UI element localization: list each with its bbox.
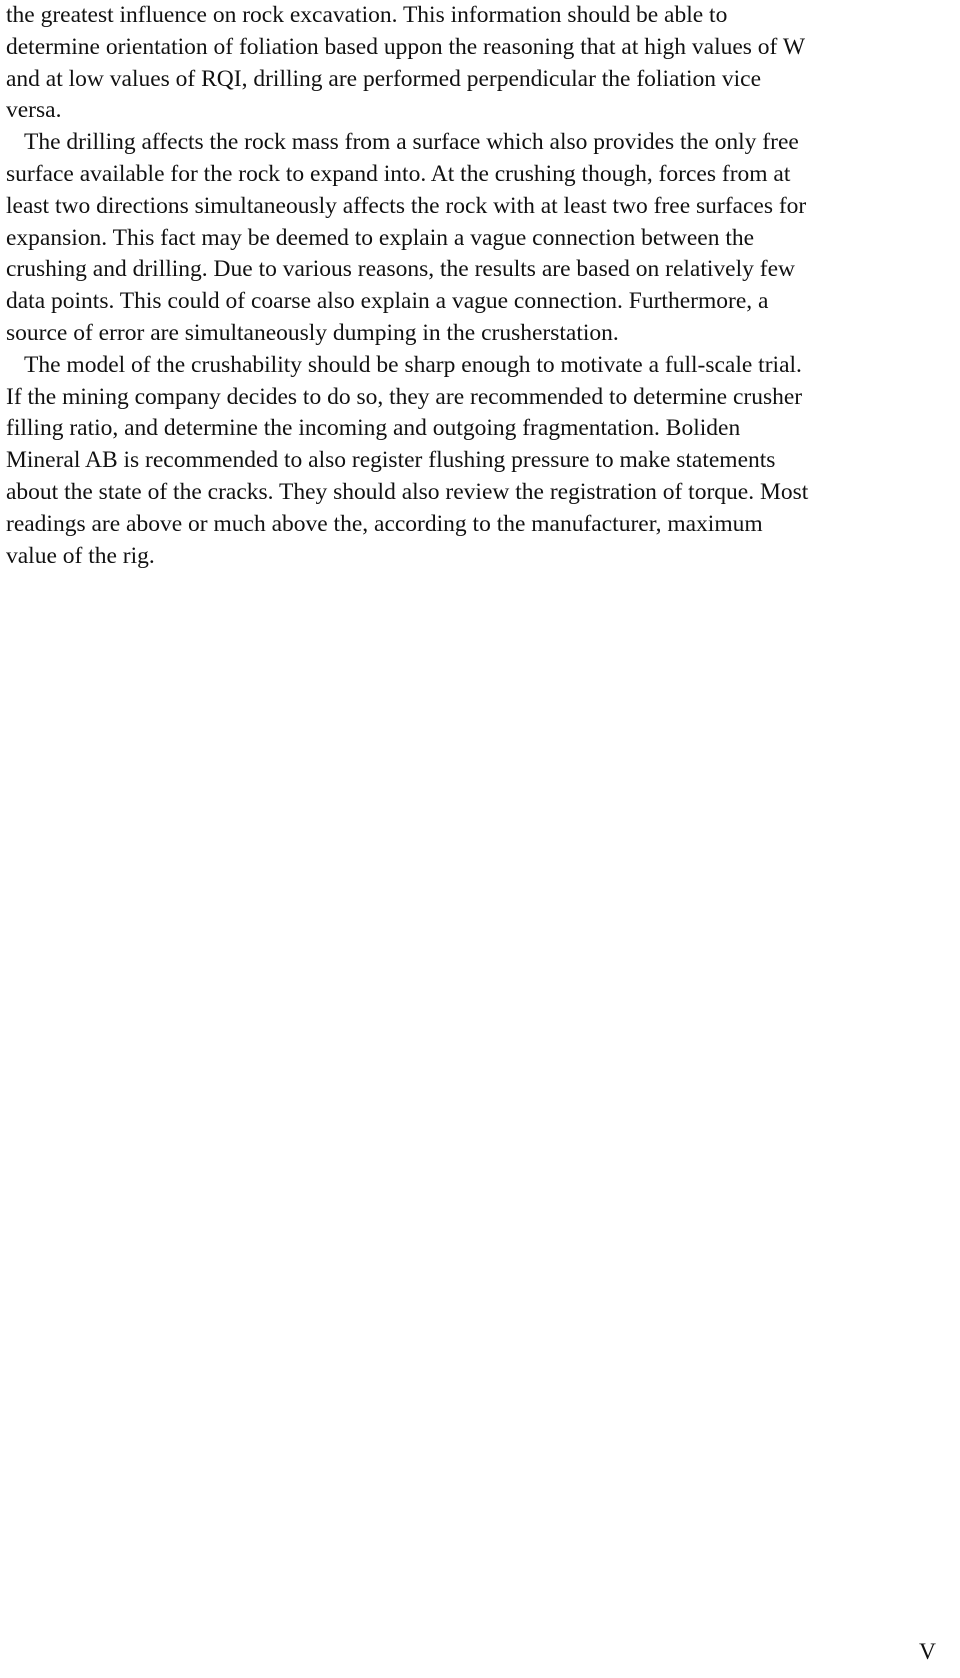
text-line: crushing and drilling. Due to various reasons, the results are based on relatively few — [6, 256, 795, 283]
text-line: The model of the crushability should be sharp enough to motivate a full-scale trial. — [24, 351, 802, 378]
text-line: and at low values of RQI, drilling are performed perpendicular the foliation vice — [6, 65, 761, 92]
text-line: readings are above or much above the, according to the manufacturer, maximum — [6, 510, 763, 537]
text-line: determine orientation of foliation based uppon the reasoning that at high values of W — [6, 33, 805, 60]
text-line: value of the rig. — [6, 542, 155, 569]
text-line: source of error are simultaneously dumping in the crusherstation. — [6, 319, 619, 346]
text-line: surface available for the rock to expand into. At the crushing though, forces from at — [6, 160, 791, 187]
text-line: If the mining company decides to do so, they are recommended to determine crusher — [6, 383, 803, 410]
page-number: V — [919, 1639, 936, 1665]
text-line: The drilling affects the rock mass from a surface which also provides the only free — [24, 129, 799, 156]
text-line: the greatest influence on rock excavation. This information should be able to — [6, 2, 728, 28]
document-body — [6, 0, 936, 572]
text-line: versa. — [6, 97, 62, 124]
text-line: expansion. This fact may be deemed to explain a vague connection between the — [6, 224, 755, 251]
text-line: least two directions simultaneously affects the rock with at least two free surfaces for — [6, 192, 807, 219]
text-line: Mineral AB is recommended to also register flushing pressure to make statements — [6, 447, 776, 474]
text-line: about the state of the cracks. They should also review the registration of torque. Most — [6, 478, 809, 505]
text-line: data points. This could of coarse also explain a vague connection. Furthermore, a — [6, 288, 769, 315]
text-line: filling ratio, and determine the incoming and outgoing fragmentation. Boliden — [6, 415, 741, 442]
